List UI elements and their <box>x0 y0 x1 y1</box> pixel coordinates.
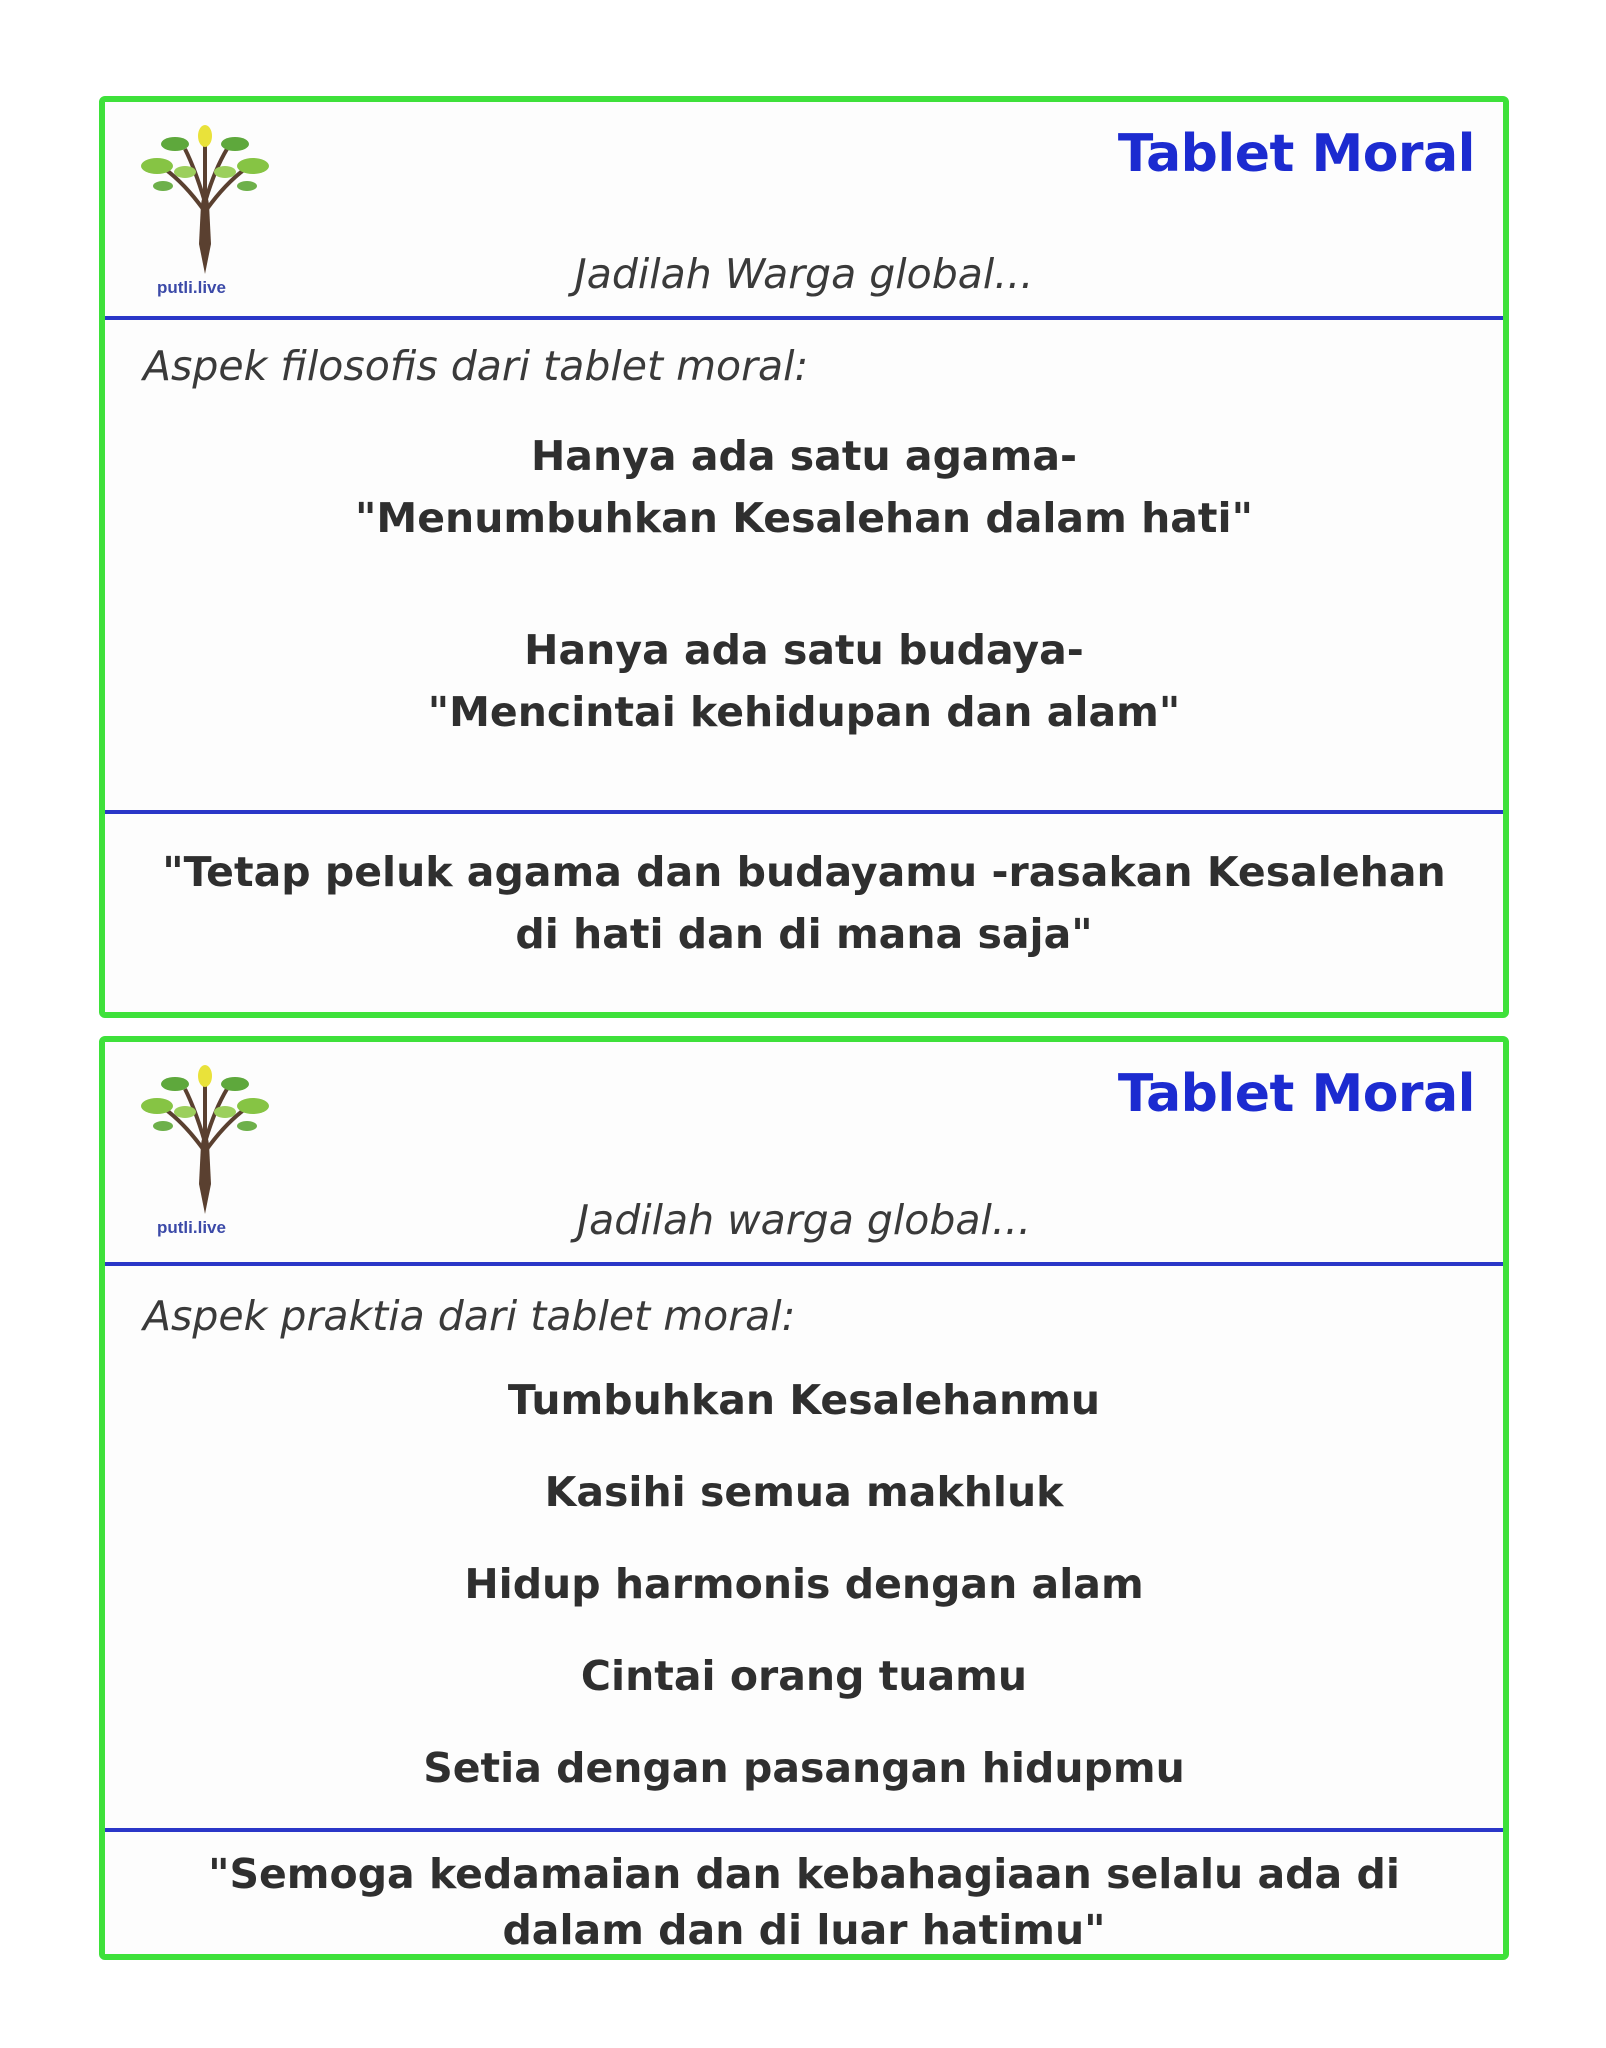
closing-quote-line: dalam dan di luar hatimu" <box>502 1906 1106 1954</box>
card-title: Tablet Moral <box>1117 124 1475 184</box>
divider <box>105 1828 1503 1832</box>
tree-pen-logo-icon <box>135 1064 275 1214</box>
divider <box>105 810 1503 814</box>
logo-text: putli.live <box>157 278 226 297</box>
aspect-label: Aspek praktia dari tablet moral: <box>143 1292 796 1340</box>
divider <box>105 316 1503 320</box>
closing-quote-line: di hati dan di mana saja" <box>515 910 1093 958</box>
logo-text: putli.live <box>157 1218 226 1237</box>
tagline: Jadilah Warga global... <box>574 250 1034 298</box>
moral-tablet-card-philosophical <box>99 96 1509 1018</box>
closing-quote-line: "Semoga kedamaian dan kebahagiaan selalu ada di <box>208 1850 1400 1898</box>
card-header <box>105 102 1503 316</box>
closing-quote-line: "Tetap peluk agama dan budayamu -rasakan Kesalehan <box>162 848 1446 896</box>
principle-line: "Menumbuhkan Kesalehan dalam hati" <box>355 494 1253 542</box>
practice-line: Setia dengan pasangan hidupmu <box>423 1744 1185 1792</box>
moral-tablet-card-practical <box>99 1036 1509 1960</box>
principle-line: "Mencintai kehidupan dan alam" <box>427 688 1181 736</box>
practice-line: Tumbuhkan Kesalehanmu <box>507 1376 1101 1424</box>
principle-line: Hanya ada satu agama- <box>530 432 1077 480</box>
practice-line: Cintai orang tuamu <box>580 1652 1028 1700</box>
card-title: Tablet Moral <box>1117 1064 1475 1124</box>
practice-line: Kasihi semua makhluk <box>544 1468 1064 1516</box>
divider <box>105 1262 1503 1266</box>
aspect-label: Aspek filosofis dari tablet moral: <box>143 342 809 390</box>
card-header <box>105 1042 1503 1262</box>
tagline: Jadilah warga global... <box>576 1196 1031 1244</box>
practice-line: Hidup harmonis dengan alam <box>464 1560 1144 1608</box>
principle-line: Hanya ada satu budaya- <box>524 626 1084 674</box>
